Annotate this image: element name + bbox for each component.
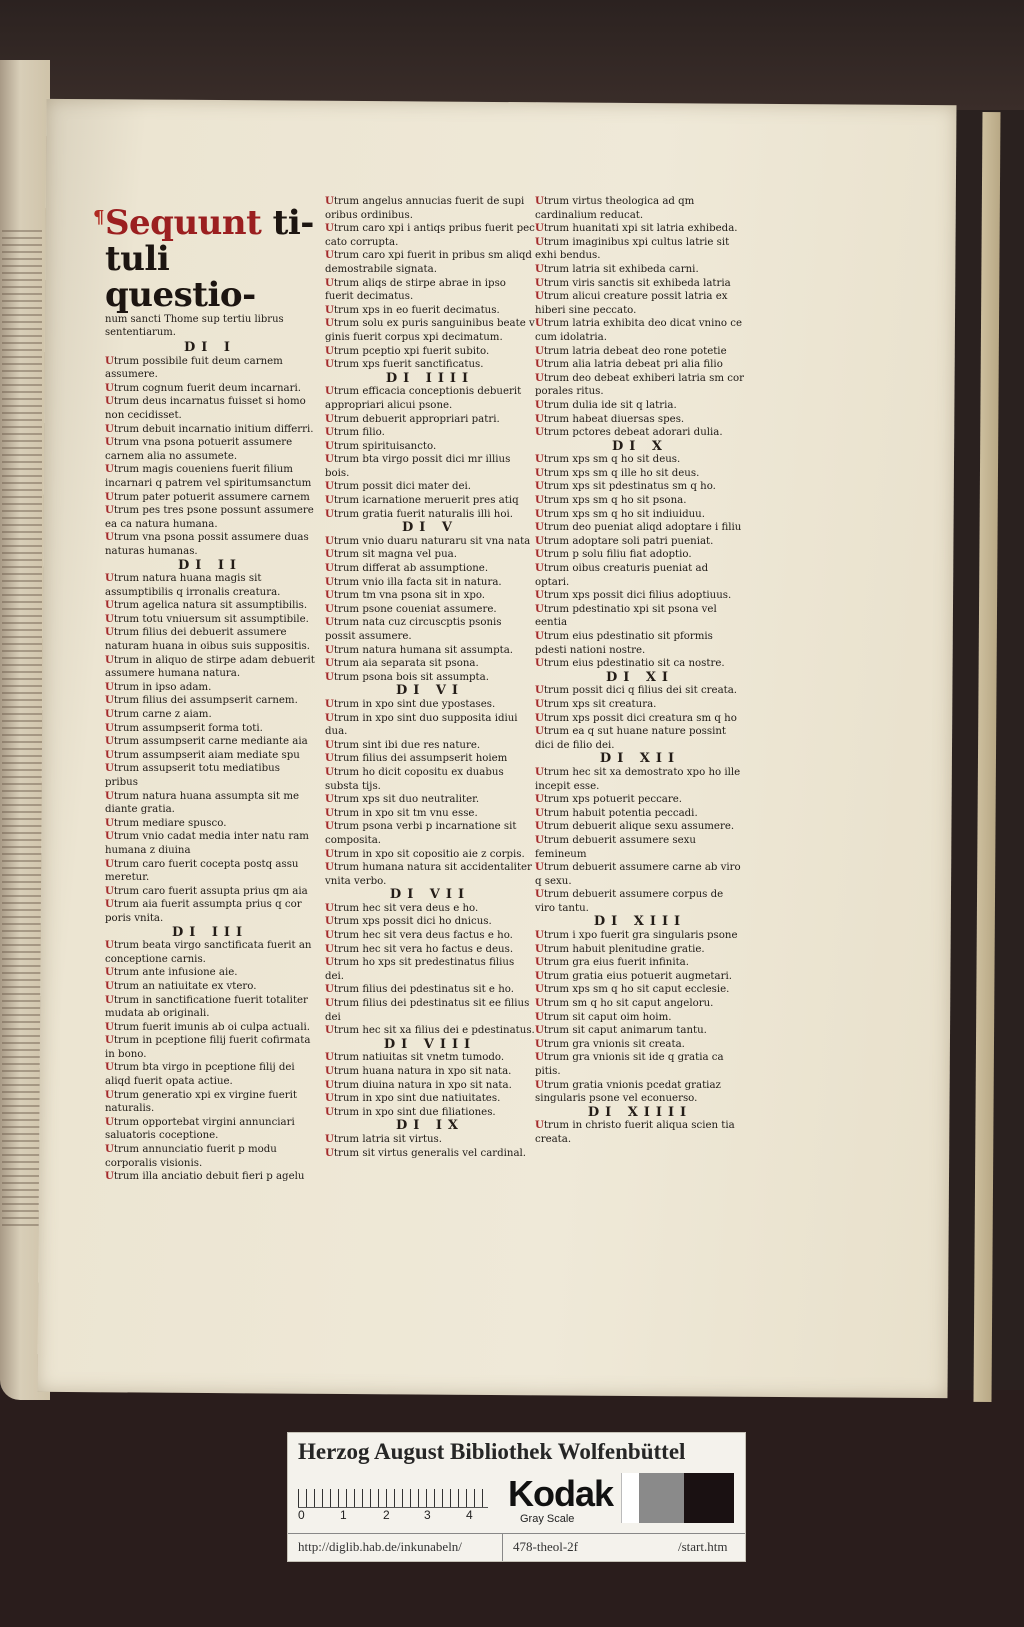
question-line: Utrum ea q sut huane nature possint dici de filio dei. xyxy=(535,725,727,751)
question-line: Utrum latria debeat deo rone potetie xyxy=(535,344,727,357)
question-line: Utrum in xpo sint duo supposita idiui dua. xyxy=(325,711,518,738)
question-line: Utrum huana natura in xpo sit nata. xyxy=(325,1065,512,1077)
question-line: Utrum assumpserit carne mediante aia xyxy=(105,735,308,748)
white-swatch xyxy=(621,1473,640,1523)
distinction-heading: DI X xyxy=(612,438,668,454)
question-line: Utrum caro fuerit assupta prius qm aia xyxy=(105,884,308,897)
question-line: Utrum sit virtus generalis vel cardinal. xyxy=(325,1146,527,1159)
question-line: Utrum sit caput oim hoim. xyxy=(535,1010,672,1023)
question-line: Utrum in sanctificatione fuerit totaliter mudata ab originali. xyxy=(105,993,308,1020)
question-line: Utrum icarnatione meruerit pres atiq xyxy=(325,494,519,507)
question-line: Utrum aia fuerit assumpta prius q cor poris vnita. xyxy=(105,898,302,924)
column-3-body xyxy=(535,195,745,1147)
question-line: Utrum xps sm q ille ho sit deus. xyxy=(535,466,700,479)
question-line: Utrum habuit plenitudine gratie. xyxy=(535,942,705,955)
background-top xyxy=(0,0,1024,110)
column-2 xyxy=(325,195,535,1160)
question-line: Utrum sm q ho sit caput angeloru. xyxy=(535,997,714,1010)
question-line: Utrum bta virgo possit dici mr illius bois. xyxy=(325,453,511,479)
question-line: Utrum gra vnionis sit creata. xyxy=(535,1037,685,1050)
question-line: Utrum pes tres psone possunt assumere ea ca natura humana. xyxy=(105,504,314,530)
question-line: Utrum xps in eo fuerit decimatus. xyxy=(325,303,500,316)
page-edge xyxy=(973,112,1000,1402)
column-2-body xyxy=(325,195,535,1160)
question-line: Utrum deo pueniat aliqd adoptare i filiu xyxy=(535,521,742,534)
ruler-number: 4 xyxy=(466,1508,473,1522)
distinction-heading: DI VI xyxy=(395,683,465,699)
question-line: Utrum debuerit appropriari patri. xyxy=(325,412,500,425)
ruler-number: 0 xyxy=(298,1508,305,1522)
question-line: Utrum natura huana assumpta sit me diante gratia. xyxy=(105,789,300,816)
question-line: Utrum hec sit vera ho factus e deus. xyxy=(325,942,514,955)
question-line: Utrum assumpserit aiam mediate spu xyxy=(105,748,300,761)
text-columns xyxy=(95,195,765,1195)
question-line: Utrum angelus annucias fuerit de supi oribus ordinibus. xyxy=(325,195,525,221)
question-line: Utrum differat ab assumptione. xyxy=(325,562,489,575)
question-line: Utrum latria sit exhibeda carni. xyxy=(535,262,699,275)
distinction-heading: DI IX xyxy=(395,1118,465,1134)
question-line: Utrum in xpo sit tm vnu esse. xyxy=(325,806,478,819)
ruler-number: 1 xyxy=(340,1508,347,1522)
question-line: Utrum an natiuitate ex vtero. xyxy=(105,979,257,992)
question-line: Utrum in ipso adam. xyxy=(105,680,212,693)
question-line: Utrum latria exhibita deo dicat vnino ce cum idolatria. xyxy=(535,317,743,343)
question-line: Utrum viris sanctis sit exhibeda latria xyxy=(535,276,731,289)
question-line: Utrum caro fuerit cocepta postq assu meretur. xyxy=(105,857,299,884)
distinction-heading: DI XIII xyxy=(593,914,687,930)
question-line: Utrum filius dei pdestinatus sit ee filius dei xyxy=(325,997,530,1023)
question-line: Utrum diuina natura in xpo sit nata. xyxy=(325,1078,512,1091)
question-line: Utrum cognum fuerit deum incarnari. xyxy=(105,381,301,394)
question-line: Utrum mediare spusco. xyxy=(105,816,227,829)
question-line: Utrum xps sm q ho sit caput ecclesie. xyxy=(535,983,730,996)
ruler-number: 3 xyxy=(424,1508,431,1522)
question-line: Utrum adoptare soli patri pueniat. xyxy=(535,534,714,547)
question-line: Utrum gra eius fuerit infinita. xyxy=(535,956,689,969)
question-line: Utrum pater potuerit assumere carnem xyxy=(105,490,310,503)
black-swatch xyxy=(684,1473,734,1523)
question-line: Utrum filio. xyxy=(325,426,385,439)
question-line: Utrum xps possit dici creatura sm q ho xyxy=(535,711,737,724)
distinction-heading: DI XII xyxy=(599,751,681,767)
question-line: Utrum in xpo sint due natiuitates. xyxy=(325,1092,501,1105)
question-line: Utrum possibile fuit deum carnem assumere. xyxy=(105,354,283,381)
question-line: Utrum psona bois sit assumpta. xyxy=(325,670,489,683)
question-line: Utrum i xpo fuerit gra singularis psone xyxy=(535,929,738,942)
distinction-heading: DI XIIII xyxy=(587,1104,693,1120)
question-line: Utrum generatio xpi ex virgine fuerit naturalis. xyxy=(105,1088,297,1115)
question-line: Utrum hec sit xa demostrato xpo ho ille incepit esse. xyxy=(535,765,741,792)
question-line: Utrum alicui creature possit latria ex hiberi sine peccato. xyxy=(535,290,728,316)
incipit-title-line2: tuli questio- xyxy=(105,239,256,315)
question-line: Utrum efficacia conceptionis debuerit appropriari alicui psone. xyxy=(325,385,522,411)
question-line: Utrum hec sit vera deus factus e ho. xyxy=(325,929,513,942)
question-line: Utrum debuerit assumere corpus de viro tantu. xyxy=(535,888,724,914)
question-line: Utrum sit magna vel pua. xyxy=(325,548,457,561)
question-line: Utrum imaginibus xpi cultus latrie sit exhi bendus. xyxy=(535,235,730,262)
question-line: Utrum xps fuerit sanctificatus. xyxy=(325,358,484,371)
question-line: Utrum xps sm q ho sit indiuiduu. xyxy=(535,507,705,520)
color-target-card xyxy=(287,1432,746,1562)
question-line: Utrum spirituisancto. xyxy=(325,439,437,452)
question-line: Utrum p solu filiu fiat adoptio. xyxy=(535,548,692,561)
question-line: Utrum aliqs de stirpe abrae in ipso fuerit decimatus. xyxy=(325,276,506,303)
question-line: Utrum natura huana magis sit assumptibilis q irronalis creatura. xyxy=(105,572,281,598)
gray-scale-label: Gray Scale xyxy=(520,1513,575,1525)
question-line: Utrum psona verbi p incarnatione sit composita. xyxy=(325,820,517,846)
question-line: Utrum vna psona potuerit assumere carnem alia no assumete. xyxy=(105,436,293,462)
divider-vertical xyxy=(502,1533,503,1561)
question-line: Utrum xps sit pdestinatus sm q ho. xyxy=(535,480,716,493)
question-line: Utrum magis coueniens fuerit filium incarnari q patrem vel spiritumsanctum xyxy=(105,463,312,489)
question-line: Utrum hec sit vera deus e ho. xyxy=(325,901,479,914)
question-line: Utrum totu vniuersum sit assumptibile. xyxy=(105,612,309,625)
question-line: Utrum xps potuerit peccare. xyxy=(535,793,683,806)
ruler-number: 2 xyxy=(383,1508,390,1522)
incipit-rest: ti- xyxy=(261,203,314,243)
question-line: Utrum beata virgo sanctificata fuerit an conceptione carnis. xyxy=(105,939,312,965)
library-name: Herzog August Bibliothek Wolfenbüttel xyxy=(298,1439,686,1464)
question-line: Utrum fuerit imunis ab oi culpa actuali. xyxy=(105,1020,310,1033)
url-shelfmark: 478-theol-2f xyxy=(513,1539,578,1554)
distinction-heading: DI III xyxy=(171,924,249,940)
question-line: Utrum bta virgo in pceptione filij dei aliqd fuerit opata actiue. xyxy=(105,1061,295,1088)
divider xyxy=(288,1533,745,1534)
question-line: Utrum natura humana sit assumpta. xyxy=(325,643,514,656)
question-line: Utrum filius dei pdestinatus sit e ho. xyxy=(325,983,514,996)
question-line: Utrum gratia eius potuerit augmetari. xyxy=(535,969,732,982)
question-line: Utrum latria sit virtus. xyxy=(325,1132,443,1145)
question-line: Utrum xps possit dici filius adoptiuus. xyxy=(535,589,732,602)
question-line: Utrum filius dei assumpserit carnem. xyxy=(105,694,298,707)
question-line: Utrum pceptio xpi fuerit subito. xyxy=(325,344,490,357)
question-line: Utrum xps sm q ho sit psona. xyxy=(535,494,687,507)
question-line: Utrum tm vna psona sit in xpo. xyxy=(325,589,486,602)
question-line: Utrum annunciatio fuerit p modu corporalis visionis. xyxy=(105,1143,277,1169)
question-line: Utrum caro xpi fuerit in pribus sm aliqd demostrabile signata. xyxy=(325,249,532,275)
question-line: Utrum hec sit xa filius dei e pdestinatus. xyxy=(325,1024,535,1037)
question-line: Utrum opportebat virgini annunciari saluatoris coceptione. xyxy=(105,1115,295,1142)
question-line: Utrum vnio duaru naturaru sit vna nata xyxy=(325,534,531,547)
question-line: Utrum xps sit duo neutraliter. xyxy=(325,793,480,806)
question-line: Utrum vna psona possit assumere duas naturas humanas. xyxy=(105,531,309,557)
incipit-rubric: Sequunt xyxy=(105,203,262,243)
url-suffix: /start.htm xyxy=(678,1539,728,1554)
question-line: Utrum in xpo sint due ypostases. xyxy=(325,697,496,710)
question-line: Utrum debuerit assumere sexu femineum xyxy=(535,833,696,860)
distinction-heading: DI V xyxy=(402,520,458,536)
question-line: Utrum agelica natura sit assumptibilis. xyxy=(105,599,308,612)
distinction-heading: DI II xyxy=(177,557,243,573)
url-base: http://diglib.hab.de/inkunabeln/ xyxy=(298,1539,462,1554)
question-line: Utrum debuerit aliquе sexu assumere. xyxy=(535,820,735,833)
question-line: Utrum xps possit dici ho dnicus. xyxy=(325,915,492,928)
incipit-subtitle: num sancti Thome sup tertiu librus sententiarum. xyxy=(105,314,284,338)
question-line: Utrum solu ex puris sanguinibus beate v ginis fuerit corpus xpi decimatum. xyxy=(325,317,535,343)
incipit-title xyxy=(105,205,315,241)
question-line: Utrum pdestinatio xpi sit psona vel eentia xyxy=(535,602,717,629)
distinction-heading: DI IIII xyxy=(385,370,475,386)
column-1 xyxy=(93,203,315,1184)
question-line: Utrum psone coueniat assumere. xyxy=(325,602,497,615)
question-line: Utrum pctores debeat adorari dulia. xyxy=(535,426,723,439)
question-line: Utrum sint ibi due res nature. xyxy=(325,738,481,751)
pilcrow-mark: ¶ xyxy=(93,207,105,228)
question-line: Utrum humana natura sit accidentaliter vnita verbo. xyxy=(325,861,532,887)
distinction-heading: DI XI xyxy=(605,669,675,685)
question-line: Utrum deus incarnatus fuisset si homo non cecidisset. xyxy=(105,395,306,421)
question-line: Utrum gratia vnionis pcedat gratiaz singularis psone vel econuerso. xyxy=(535,1078,721,1105)
gray-swatch xyxy=(639,1473,684,1523)
question-line: Utrum assumpserit forma toti. xyxy=(105,721,263,734)
question-line: Utrum aia separata sit psona. xyxy=(325,657,479,670)
question-line: Utrum debuerit assumere carne ab viro q sexu. xyxy=(535,861,741,887)
question-line: Utrum debuit incarnatio initium differri. xyxy=(105,422,314,435)
question-line: Utrum filius dei assumpserit hoiem xyxy=(325,752,508,765)
question-line: Utrum dulia ide sit q latria. xyxy=(535,398,677,411)
distinction-heading: DI VII xyxy=(389,887,471,903)
question-line: Utrum in pceptione filij fuerit cofirmata in bono. xyxy=(105,1034,311,1060)
question-line: Utrum in aliquo de stirpe adam debuerit assumere humana natura. xyxy=(105,653,315,680)
question-line: Utrum in christo fuerit aliqua scien tia creata. xyxy=(535,1119,735,1145)
question-line: Utrum deo debeat exhiberi latria sm cor porales ritus. xyxy=(535,371,744,398)
previous-leaf-text xyxy=(2,230,42,1230)
question-line: Utrum alia latria debeat pri alia filio xyxy=(535,358,723,371)
distinction-heading: DI VIII xyxy=(383,1036,477,1052)
question-line: Utrum eius pdestinatio sit pformis pdesti nationi nostre. xyxy=(535,630,713,656)
question-line: Utrum in xpo sint due filiationes. xyxy=(325,1105,496,1118)
question-line: Utrum huanitati xpi sit latria exhibeda. xyxy=(535,222,738,235)
question-line: Utrum possit dici mater dei. xyxy=(325,480,472,493)
question-line: Utrum habeat diuersas spes. xyxy=(535,412,685,425)
question-line: Utrum carne z aiam. xyxy=(105,708,212,721)
question-line: Utrum sit caput animarum tantu. xyxy=(535,1024,707,1037)
distinction-heading: DI I xyxy=(184,340,236,355)
question-line: Utrum habuit potentia peccadi. xyxy=(535,806,698,819)
question-line: Utrum filius dei debuerit assumere naturam huana in oibus suis suppositis. xyxy=(105,626,310,653)
question-line: Utrum caro xpi i antiqs pribus fuerit pec cato corrupta. xyxy=(325,222,535,248)
ruler-scale xyxy=(298,1477,488,1508)
question-line: Utrum natiuitas sit vnetm tumodo. xyxy=(325,1051,505,1064)
kodak-logo: Kodak xyxy=(508,1473,614,1514)
heading-block xyxy=(93,203,315,339)
question-line: Utrum ante infusione aie. xyxy=(105,966,238,979)
question-line: Utrum illa anciatio debuit fieri p agelu xyxy=(105,1170,305,1183)
question-line: Utrum gratia fuerit naturalis illi hoi. xyxy=(325,507,513,520)
question-line: Utrum ho dicit copositu ex duabus substa tijs. xyxy=(325,765,504,792)
question-line: Utrum possit dici q filius dei sit creata. xyxy=(535,684,738,697)
question-line: Utrum assupserit totu mediatibus pribus xyxy=(105,762,280,788)
question-line: Utrum ho xps sit predestinatus filius dei. xyxy=(325,956,515,982)
question-line: Utrum gra vnionis sit ide q gratia ca pitis. xyxy=(535,1051,724,1077)
column-1-body xyxy=(105,341,315,1184)
question-line: Utrum eius pdestinatio sit ca nostre. xyxy=(535,657,725,670)
question-line: Utrum vnio illa facta sit in natura. xyxy=(325,575,502,588)
question-line: Utrum xps sit creatura. xyxy=(535,697,657,710)
question-line: Utrum oibus creaturis pueniat ad optari. xyxy=(535,562,709,588)
ruler-numbers xyxy=(298,1508,498,1522)
question-line: Utrum vnio cadat media inter natu ram humana z diuina xyxy=(105,830,309,856)
column-3 xyxy=(535,195,745,1147)
question-line: Utrum xps sm q ho sit deus. xyxy=(535,453,681,466)
question-line: Utrum nata cuz circuscptis psonis possit assumere. xyxy=(325,616,502,642)
question-line: Utrum virtus theologica ad qm cardinalium reducat. xyxy=(535,195,695,221)
question-line: Utrum in xpo sit copositio aie z corpis. xyxy=(325,847,525,860)
